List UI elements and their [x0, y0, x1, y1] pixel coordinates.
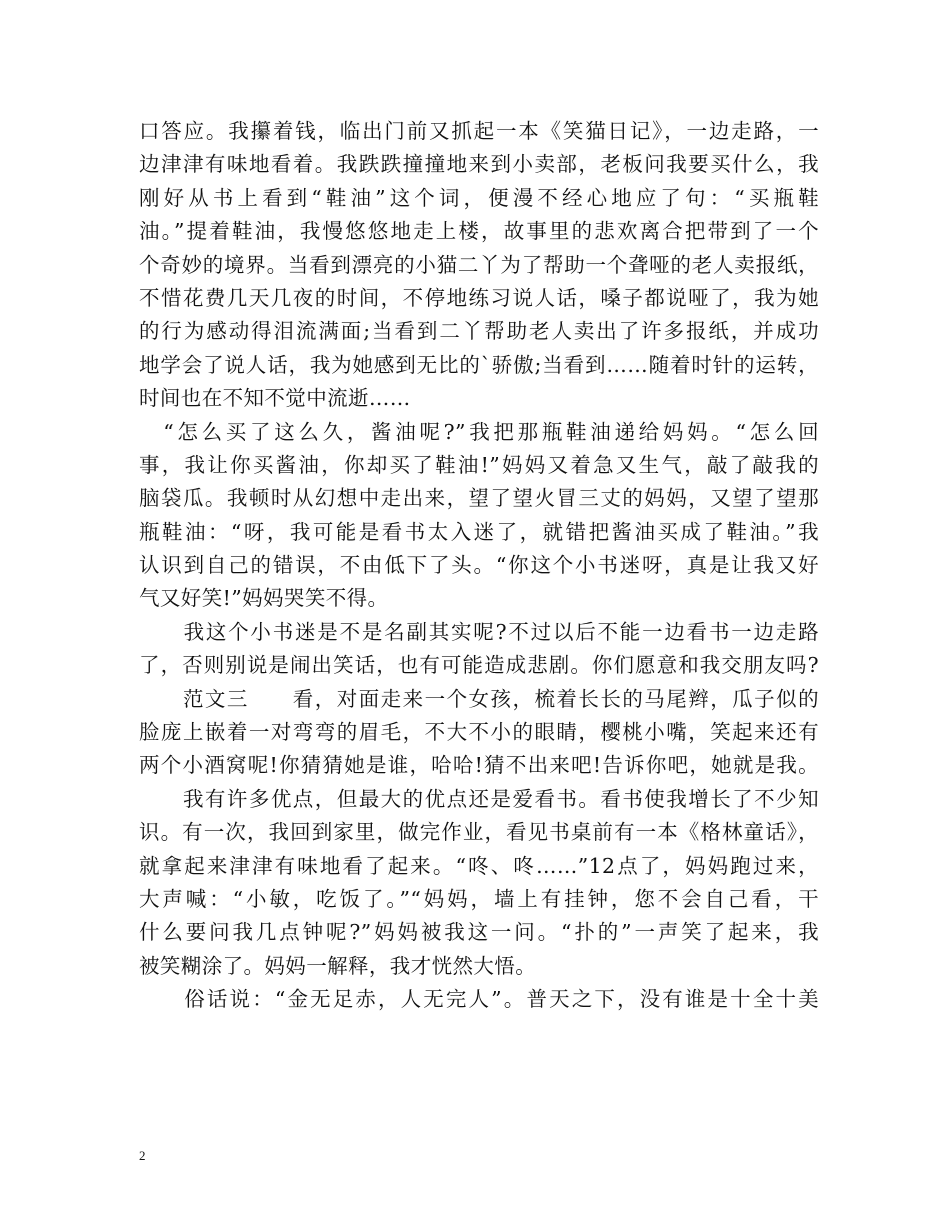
text-line: 了，否则别说是闹出笑话，也有可能造成悲剧。你们愿意和我交朋友吗? — [139, 653, 819, 678]
text-line: 时间也在不知不觉中流逝…… — [139, 386, 411, 411]
text-line: 脸庞上嵌着一对弯弯的眉毛，不大不小的眼睛，樱桃小嘴，笑起来还有 — [139, 720, 819, 745]
text-line: 个奇妙的境界。当看到漂亮的小猫二丫为了帮助一个聋哑的老人卖报纸， — [139, 252, 819, 277]
text-line: 不惜花费几天几夜的时间，不停地练习说人话，嗓子都说哑了，我为她 — [139, 285, 819, 310]
text-line: 油。”提着鞋油，我慢悠悠地走上楼，故事里的悲欢离合把带到了一个 — [139, 219, 819, 244]
text-line: 两个小酒窝呢!你猜猜她是谁，哈哈!猜不出来吧!告诉你吧，她就是我。 — [139, 753, 819, 778]
page-number: 2 — [139, 1148, 146, 1163]
text-line: 什么要问我几点钟呢?”妈妈被我这一问。“扑的”一声笑了起来，我 — [139, 920, 819, 945]
body-text — [139, 115, 819, 1017]
text-line: 我这个小书迷是不是名副其实呢?不过以后不能一边看书一边走路 — [139, 619, 819, 644]
text-line: 刚好从书上看到“鞋油”这个词，便漫不经心地应了句：“买瓶鞋 — [139, 185, 819, 210]
text-line: 认识到自己的错误，不由低下了头。“你这个小书迷呀，真是让我又好 — [139, 553, 819, 578]
text-line: “怎么买了这么久，酱油呢?”我把那瓶鞋油递给妈妈。“怎么回 — [139, 419, 819, 444]
text-line: 瓶鞋油：“呀，我可能是看书太入迷了，就错把酱油买成了鞋油。”我 — [139, 519, 819, 544]
text-line: 脑袋瓜。我顿时从幻想中走出来，望了望火冒三丈的妈妈，又望了望那 — [139, 486, 819, 511]
text-line: 范文三 看，对面走来一个女孩，梳着长长的马尾辫，瓜子似的 — [139, 686, 819, 711]
text-line: 大声喊：“小敏，吃饭了。”“妈妈，墙上有挂钟，您不会自己看，干 — [139, 886, 819, 911]
text-line: 俗话说：“金无足赤，人无完人”。普天之下，没有谁是十全十美 — [139, 987, 819, 1012]
text-line: 口答应。我攥着钱，临出门前又抓起一本《笑猫日记》，一边走路，一 — [139, 119, 819, 143]
text-line: 事，我让你买酱油，你却买了鞋油!”妈妈又着急又生气，敲了敲我的 — [139, 452, 819, 477]
text-line: 边津津有味地看着。我跌跌撞撞地来到小卖部，老板问我要买什么，我 — [139, 152, 819, 177]
text-line: 地学会了说人话，我为她感到无比的`骄傲;当看到……随着时针的运转， — [139, 352, 819, 377]
text-line: 识。有一次，我回到家里，做完作业，看见书桌前有一本《格林童话》， — [139, 820, 819, 845]
text-line: 被笑糊涂了。妈妈一解释，我才恍然大悟。 — [139, 953, 537, 978]
text-line: 就拿起来津津有味地看了起来。“咚、咚……”12点了，妈妈跑过来， — [139, 853, 819, 878]
text-line: 气又好笑!”妈妈哭笑不得。 — [139, 586, 389, 611]
text-line: 的行为感动得泪流满面;当看到二丫帮助老人卖出了许多报纸，并成功 — [139, 319, 819, 344]
text-line: 我有许多优点，但最大的优点还是爱看书。看书使我增长了不少知 — [139, 786, 819, 811]
